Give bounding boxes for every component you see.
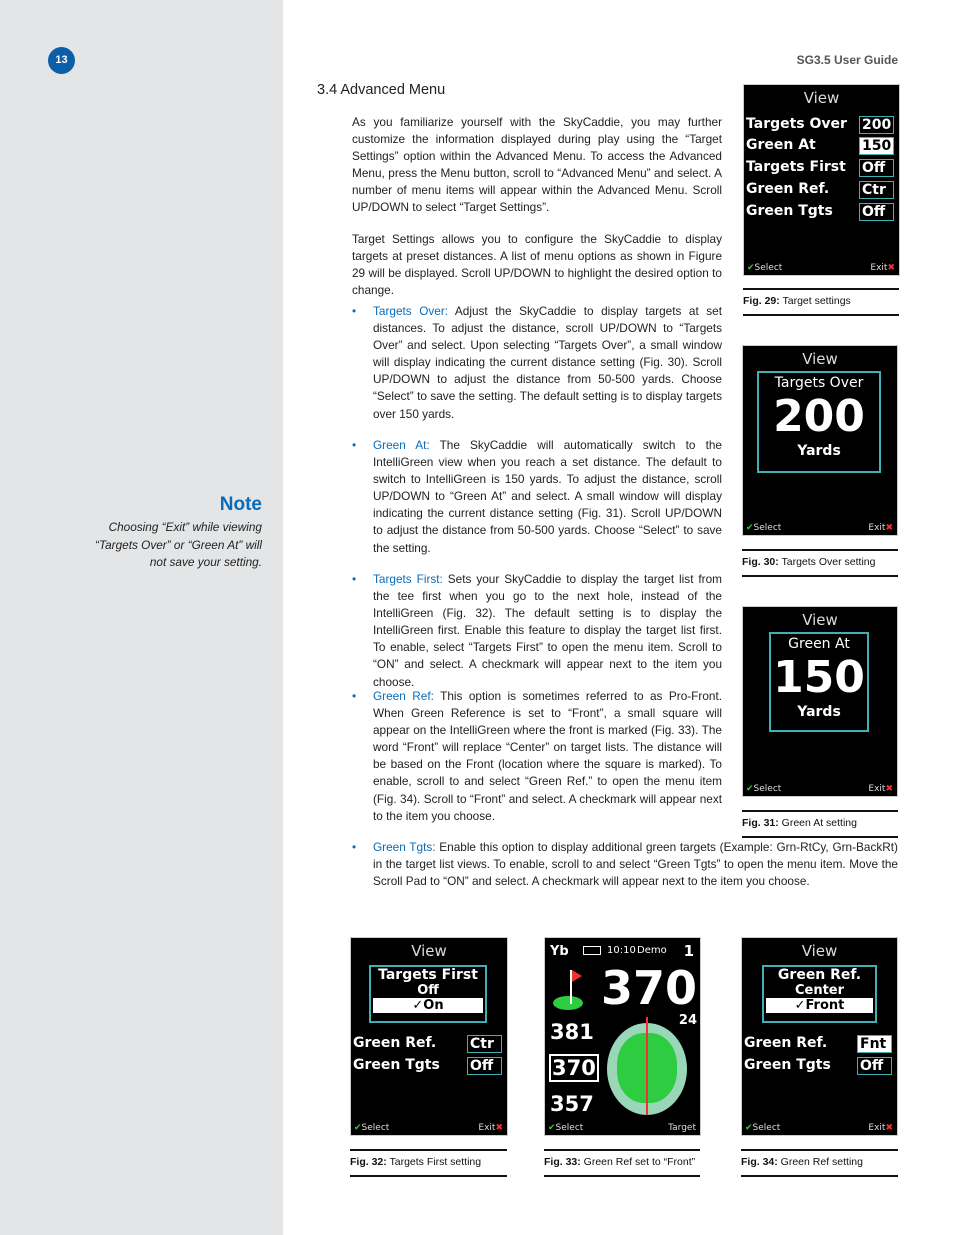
check-icon: ✔ bbox=[746, 784, 754, 794]
check-icon: ✔ bbox=[747, 263, 755, 273]
bullet-text: This option is sometimes referred to as Pro-Front. When Green Reference is set to “Front”, a small square will appear on the IntelliGreen where the front is marked (Fig. 33). The word “Front” will replace “Center” on target lists. The distance will be based on the Front (location where the square is marked). To enable, scroll to and select “Green Ref.” to open the menu item (Fig. 34). Scroll to “Front” and select. A checkmark will appear next to the item you choose. bbox=[373, 689, 722, 823]
figure-caption: Fig. 31: Green At setting bbox=[742, 810, 898, 838]
bullet-label: Targets Over: bbox=[373, 304, 449, 318]
menu-row: Green At bbox=[746, 137, 816, 153]
softkey-bar: ✔Select Exit✖ bbox=[746, 784, 893, 794]
screen-title: View bbox=[411, 942, 447, 960]
figure-target-settings-screen bbox=[743, 84, 900, 276]
bullet-item: • Green At: The SkyCaddie will automatically switch to the IntelliGreen view when you reach a set distance. The default to switch to IntelliGreen is 150 yards. To adjust the distance, scroll UP/DOWN to “Green At” and select. A small window will display indicating the current distance setting (Fig. 31). Scroll UP/DOWN to adjust the distance from 50-500 yards. Choose “Select” to save the setting. bbox=[352, 438, 722, 555]
running-header: SG3.5 User Guide bbox=[796, 53, 898, 67]
close-icon: ✖ bbox=[887, 263, 895, 273]
bullet-item: • Targets Over: Adjust the SkyCaddie to display targets at set distances. To adjust the distance, scroll UP/DOWN to “Targets Over” and select. Upon selecting “Targets Over”, a small window will display indicating the current distance setting (Fig. 30). Scroll UP/DOWN to adjust the distance from 50-500 yards. Choose “Select” to save the setting. The default setting is to display targets over 150 yards. bbox=[352, 304, 722, 421]
menu-value: Off bbox=[857, 1057, 892, 1075]
sidebar bbox=[0, 0, 283, 1235]
menu-row: Green Tgts bbox=[746, 203, 833, 219]
menu-value: Off bbox=[859, 203, 894, 221]
close-icon: ✖ bbox=[495, 1123, 503, 1133]
close-icon: ✖ bbox=[885, 523, 893, 533]
figure-green-at-screen bbox=[742, 606, 898, 797]
menu-value: 150 bbox=[859, 137, 894, 155]
bullet-label: Green Ref: bbox=[373, 689, 434, 703]
figure-caption: Fig. 32: Targets First setting bbox=[350, 1149, 507, 1177]
close-icon: ✖ bbox=[885, 1123, 893, 1133]
figure-caption: Fig. 29: Target settings bbox=[743, 288, 899, 316]
menu-row: Green Ref. bbox=[353, 1035, 437, 1051]
bullet-label: Green Tgts: bbox=[373, 840, 436, 854]
page-number-badge: 13 bbox=[48, 47, 75, 74]
close-icon: ✖ bbox=[885, 784, 893, 794]
menu-value: Off bbox=[467, 1057, 502, 1075]
check-icon: ✔ bbox=[746, 523, 754, 533]
softkey-bar: ✔Select Target bbox=[548, 1123, 696, 1133]
bullet-label: Green At: bbox=[373, 438, 430, 452]
menu-row: Green Ref. bbox=[746, 181, 830, 197]
figure-targets-first-screen bbox=[350, 937, 508, 1136]
bullet-text: The SkyCaddie will automatically switch to the IntelliGreen view when you reach a set distance. The default to switch to IntelliGreen is 150 yards. To adjust the distance, scroll UP/DOWN to “Green At” and select. A small window will display indicating the current distance setting (Fig. 31). Scroll UP/DOWN to adjust the distance from 50-500 yards. Choose “Select” to save the setting. bbox=[373, 438, 722, 555]
bullet-item: • Green Tgts: Enable this option to display additional green targets (Example: Grn-RtCy, Grn-BackRt) in the target list views. To enable, scroll to and select “Green Tgts” to open the menu item. Move the Scroll Pad to “ON” and select. A checkmark will appear next to the item you choose. bbox=[352, 840, 898, 889]
menu-row: Green Tgts bbox=[744, 1057, 831, 1073]
check-icon: ✔ bbox=[354, 1123, 362, 1133]
bullet-label: Targets First: bbox=[373, 572, 443, 586]
menu-row: Green Tgts bbox=[353, 1057, 440, 1073]
figure-green-ref-screen bbox=[741, 937, 898, 1136]
menu-row: Green Ref. bbox=[744, 1035, 828, 1051]
screen-title: View bbox=[802, 611, 838, 629]
figure-intelligreen-screen: Yb 10:10 Demo 1 370 381 370 357 24 ✔Select Target bbox=[544, 937, 701, 1136]
note-title: Note bbox=[219, 494, 262, 515]
bullet-text: Sets your SkyCaddie to display the target list from the tee first when you go to the next hole, instead of the IntelliGreen (Fig. 32). The default setting is to display the IntelliGreen first. Enable this feature to display the target list first. To enable, select “Targets First” to open the menu item. Scroll to “ON” and select. A checkmark will appear next to the item you choose. bbox=[373, 572, 723, 689]
section-title: 3.4 Advanced Menu bbox=[317, 82, 446, 98]
softkey-bar: ✔Select Exit✖ bbox=[745, 1123, 893, 1133]
softkey-bar: ✔Select Exit✖ bbox=[746, 523, 893, 533]
figure-caption: Fig. 33: Green Ref set to “Front” bbox=[544, 1149, 700, 1177]
figure-caption: Fig. 30: Targets Over setting bbox=[742, 549, 898, 577]
check-icon: ✔ bbox=[548, 1123, 556, 1133]
figure-caption: Fig. 34: Green Ref setting bbox=[741, 1149, 898, 1177]
flag-icon bbox=[548, 968, 588, 1013]
bullet-text: Enable this option to display additional green targets (Example: Grn-RtCy, Grn-BackRt) in the target list views. To enable, scroll to and select “Green Tgts” to open the menu item. Move the Scroll Pad to “ON” and select. A checkmark will appear next to the item you choose. bbox=[373, 840, 898, 889]
menu-value: Ctr bbox=[859, 181, 894, 199]
bullet-item: • Green Ref: This option is sometimes referred to as Pro-Front. When Green Reference is set to “Front”, a small square will appear on the IntelliGreen where the front is marked (Fig. 33). The word “Front” will replace “Center” on target lists. The distance will be based on the Front (location where the square is marked). To enable, scroll to and select “Green Ref.” to open the menu item (Fig. 34). Scroll to “Front” and select. A checkmark will appear next to the item you choose. bbox=[352, 689, 722, 823]
screen-title: View bbox=[802, 350, 838, 368]
paragraph: Target Settings allows you to configure the SkyCaddie to display targets at preset distances. A list of menu options as shown in Figure 29 will be displayed. Scroll UP/DOWN to highlight the desired option to change. bbox=[352, 232, 722, 298]
screen-title: View bbox=[801, 942, 838, 960]
menu-row: Targets First bbox=[746, 159, 846, 175]
menu-row: Targets Over bbox=[746, 116, 847, 132]
check-icon: ✔ bbox=[745, 1123, 753, 1133]
value-popup: Green At 150 Yards bbox=[769, 632, 869, 732]
bullet-text: Adjust the SkyCaddie to display targets at set distances. To adjust the distance, scroll UP/DOWN to “Targets Over” and select. Upon selecting “Targets Over”, a small window will display indicating the current distance setting (Fig. 30). Scroll UP/DOWN to adjust the distance from 50-500 yards. Choose “Select” to save the setting. The default setting is to display targets over 150 yards. bbox=[373, 304, 722, 421]
menu-value: Ctr bbox=[467, 1035, 502, 1053]
bullet-item: • Targets First: Sets your SkyCaddie to display the target list from the tee first when you go to the next hole, instead of the IntelliGreen (Fig. 32). The default setting is to display the IntelliGreen first. Enable this feature to display the target list first. To enable, select “Targets First” to open the menu item. Scroll to “ON” and select. A checkmark will appear next to the item you choose. bbox=[352, 572, 723, 689]
softkey-bar: ✔Select Exit✖ bbox=[747, 263, 895, 273]
green-map bbox=[607, 1023, 687, 1115]
softkey-bar: ✔Select Exit✖ bbox=[354, 1123, 503, 1133]
option-popup: Green Ref. Center ✓Front bbox=[762, 965, 877, 1023]
figure-targets-over-screen bbox=[742, 345, 898, 536]
paragraph: As you familiarize yourself with the SkyCaddie, you may further customize the information displayed during play using the “Target Settings” option within the Advanced Menu. To access the Advanced Menu, press the Menu button, scroll to “Advanced Menu” and select. A number of menu items will appear within the Advanced Menu. Scroll UP/DOWN to select “Target Settings”. bbox=[352, 115, 722, 215]
option-popup: Targets First Off ✓On bbox=[369, 965, 487, 1023]
battery-icon bbox=[583, 946, 601, 955]
menu-value: Fnt bbox=[857, 1035, 892, 1053]
value-popup: Targets Over 200 Yards bbox=[757, 371, 881, 473]
menu-value: Off bbox=[859, 159, 894, 177]
menu-value: 200 bbox=[859, 116, 894, 134]
note-text: Choosing “Exit” while viewing “Targets Over” or “Green At” will not save your setting. bbox=[95, 520, 262, 569]
screen-title: View bbox=[803, 89, 840, 107]
